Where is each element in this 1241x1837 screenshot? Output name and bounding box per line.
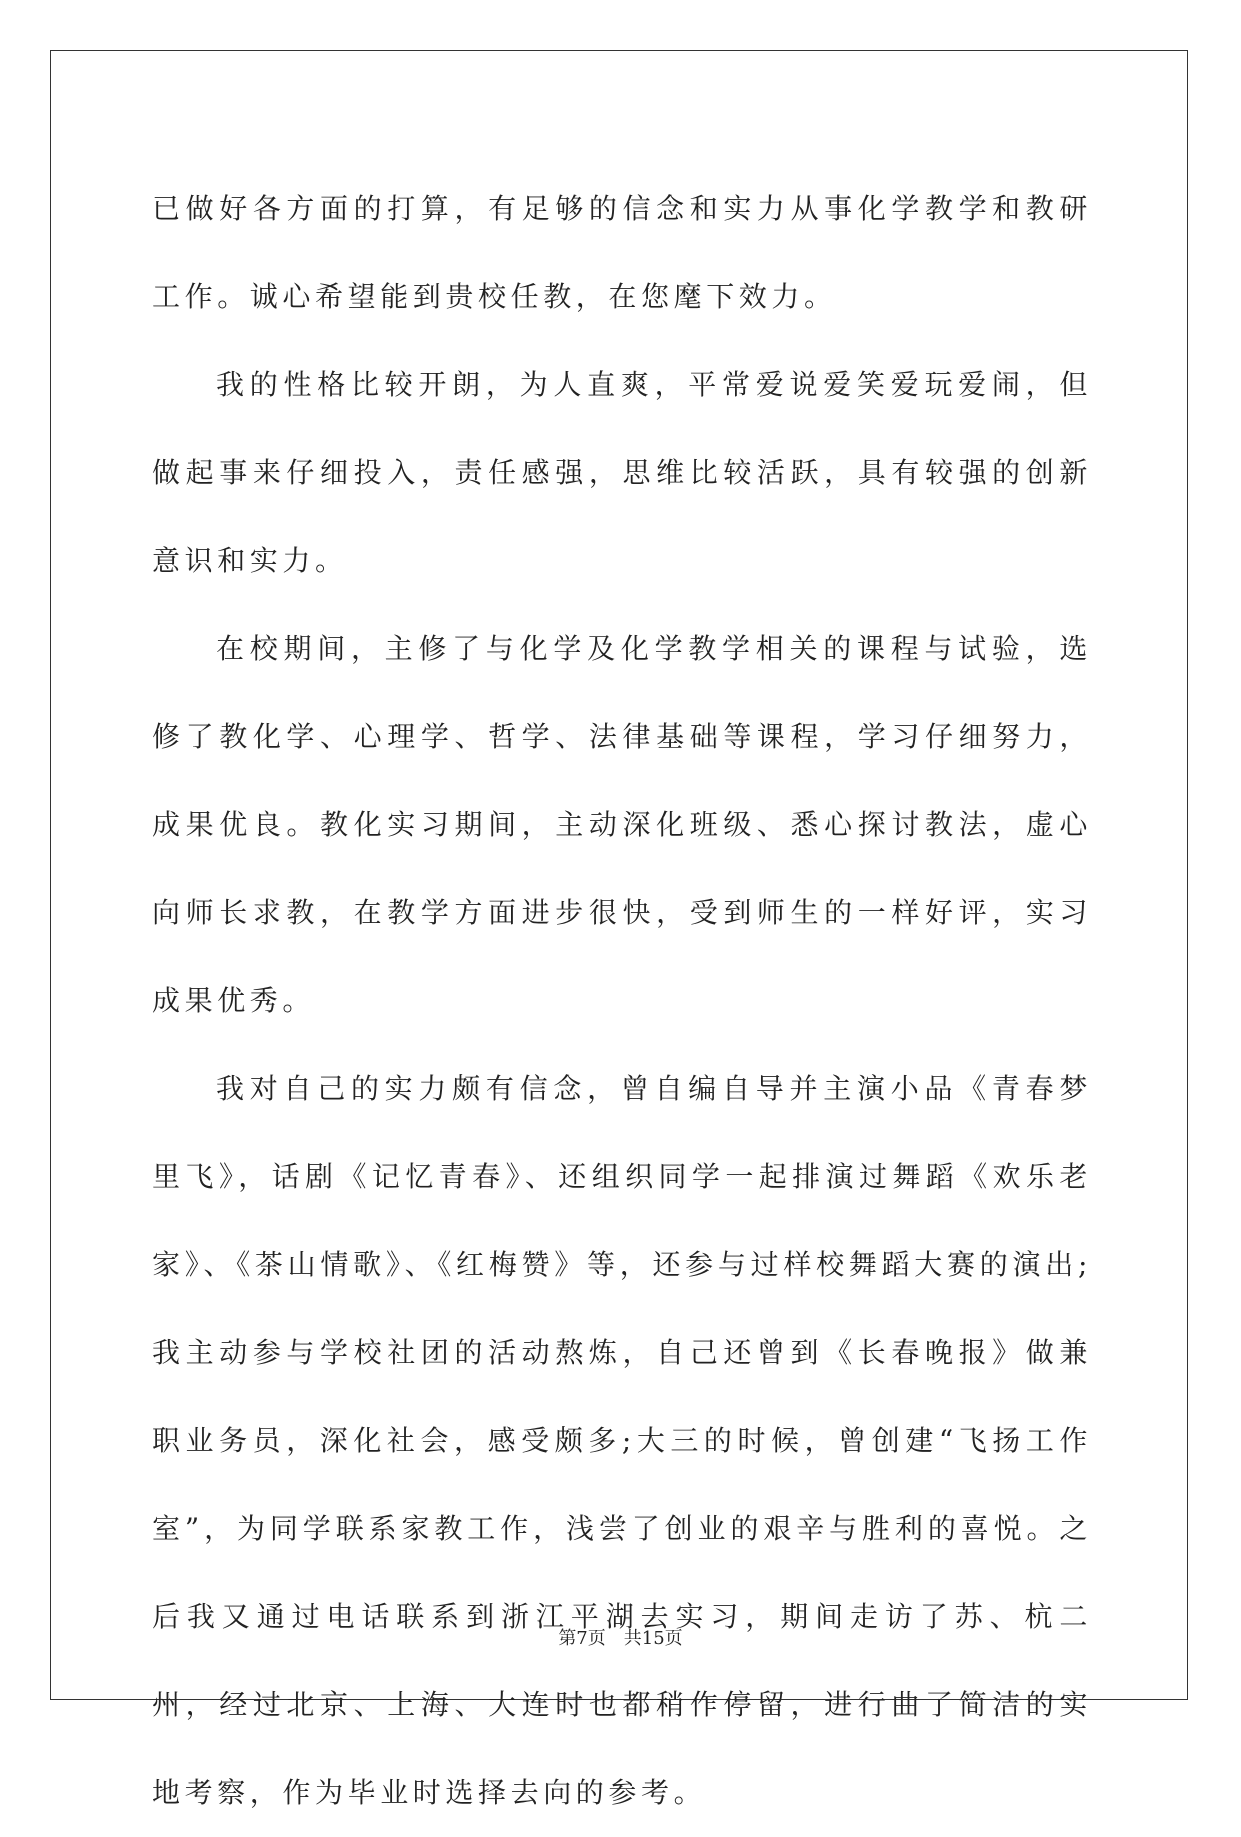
paragraph-2: 我的性格比较开朗，为人直爽，平常爱说爱笑爱玩爱闹，但做起事来仔细投入，责任感强，思维比较活跃，具有较强的创新意识和实力。 <box>152 368 1092 577</box>
paragraph-3: 在校期间，主修了与化学及化学教学相关的课程与试验，选修了教化学、心理学、哲学、法律基础等课程，学习仔细努力，成果优良。教化实习期间，主动深化班级、悉心探讨教法，虚心向师长求教，在教学方面进步很快，受到师生的一样好评，实习成果优秀。 <box>152 632 1092 1017</box>
paragraph-1: 已做好各方面的打算，有足够的信念和实力从事化学教学和教研工作。诚心希望能到贵校任教，在您麾下效力。 <box>152 192 1092 313</box>
paragraph-4: 我对自己的实力颇有信念，曾自编自导并主演小品《青春梦里飞》，话剧《记忆青春》、还组织同学一起排演过舞蹈《欢乐老家》、《茶山情歌》、《红梅赞》等，还参与过样校舞蹈大赛的演出;我主动参与学校社团的活动熬炼，自己还曾到《长春晚报》做兼职业务员，深化社会，感受颇多;大三的时候，曾创建“飞扬工作室”，为同学联系家教工作，浅尝了创业的艰辛与胜利的喜悦。之后我又通过电话联系到浙江平湖去实习，期间走访了苏、杭二州，经过北京、上海、大连时也都稍作停留，进行曲了简洁的实地考察，作为毕业时选择去向的参考。 <box>152 1072 1092 1809</box>
document-body <box>152 165 1092 1837</box>
page-number-footer: 第7页 共15页 <box>558 1628 683 1649</box>
